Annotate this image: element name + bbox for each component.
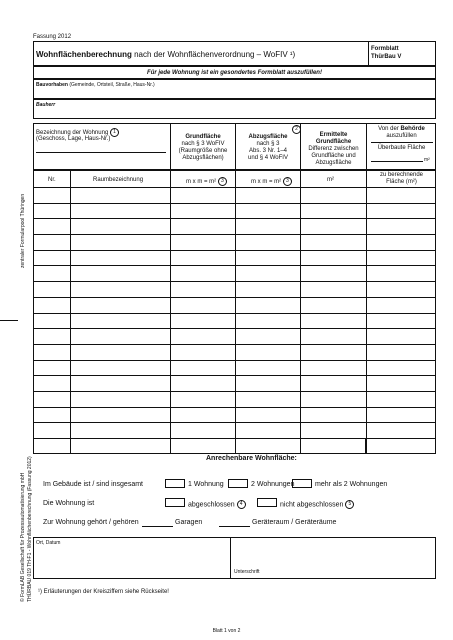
table-row[interactable] bbox=[33, 407, 436, 408]
two-units-checkbox[interactable] bbox=[228, 479, 248, 488]
table-row[interactable] bbox=[33, 391, 436, 392]
abgeschlossen-label: abgeschlossen 4 bbox=[188, 500, 246, 509]
table-row[interactable] bbox=[33, 234, 436, 235]
page-number: Blatt 1 von 2 bbox=[212, 628, 241, 634]
form-code-side-text: THÜRBAU 019 TH-F1 - Wohnflächenberechnung (Fassung 2012) bbox=[27, 456, 33, 602]
wohnung-label: Bezeichnung der Wohnung 1 bbox=[36, 128, 119, 137]
col-grundflaeche-formula: m x m = m² 3 bbox=[186, 177, 227, 186]
header-divider bbox=[368, 41, 369, 66]
table-row[interactable] bbox=[33, 265, 436, 266]
ueberbaute-unit: m² bbox=[424, 157, 430, 163]
nicht-abgeschlossen-label: nicht abgeschlossen 5 bbox=[280, 500, 354, 509]
col-ermittelt-unit: m² bbox=[327, 177, 334, 183]
ueberbaute-input-line[interactable] bbox=[371, 161, 423, 162]
marker-2-icon: 2 bbox=[292, 125, 301, 134]
zubehoer-label: Zur Wohnung gehört / gehören bbox=[43, 519, 139, 526]
formblatt-code: ThürBau V bbox=[371, 54, 402, 60]
bauherr-label: Bauherr bbox=[36, 102, 56, 108]
wohnung-input-line[interactable] bbox=[36, 152, 166, 153]
publisher-side-text: © FormLAB Gesellschaft für Prozessautomatisierung mbH bbox=[20, 472, 26, 602]
ermittelte-header: Ermittelte Grundfläche Differenz zwischen Grundfläche und Abzugsfläche bbox=[308, 132, 359, 166]
abgeschlossen-checkbox[interactable] bbox=[165, 498, 185, 507]
table-row[interactable] bbox=[33, 313, 436, 314]
table-row[interactable] bbox=[33, 281, 436, 282]
nicht-abgeschlossen-checkbox[interactable] bbox=[257, 498, 277, 507]
notice-text: Für jede Wohnung ist ein gesondertes Formblatt auszufüllen! bbox=[147, 70, 322, 76]
table-row[interactable] bbox=[33, 422, 436, 423]
ueberbaute-label: Überbaute Fläche bbox=[377, 145, 426, 151]
bauherr-field[interactable] bbox=[33, 99, 436, 119]
bauvorhaben-label: Bauvorhaben (Gemeinde, Ortsteil, Straße, Haus-Nr.) bbox=[36, 82, 155, 88]
two-units-label: 2 Wohnungen bbox=[251, 481, 295, 488]
fold-mark bbox=[0, 320, 18, 321]
wohnung-hint: (Geschoss, Lage, Haus-Nr.) bbox=[36, 136, 111, 142]
many-units-checkbox[interactable] bbox=[292, 479, 312, 488]
abzugsflaeche-header: Abzugsfläche nach § 3 Abs. 3 Nr. 1–4 und § 4 WoFIV bbox=[248, 134, 288, 161]
garagen-count-field[interactable] bbox=[142, 526, 173, 527]
formularpool-side-text: zentraler Formularpool Thüringen bbox=[20, 193, 26, 268]
behoerde-header: Von der Behörde auszufüllen bbox=[378, 126, 425, 139]
gebaeude-label: Im Gebäude ist / sind insgesamt bbox=[43, 481, 143, 488]
total-cell[interactable] bbox=[300, 438, 366, 454]
garagen-label: Garagen bbox=[175, 519, 203, 526]
footnote: ¹) Erläuterungen der Kreisziffern siehe Rückseite! bbox=[38, 589, 169, 595]
col-nr-header: Nr. bbox=[48, 177, 56, 183]
marker-5-icon: 5 bbox=[345, 500, 354, 509]
table-row[interactable] bbox=[33, 203, 436, 204]
many-units-label: mehr als 2 Wohnungen bbox=[315, 481, 388, 488]
geraeteraum-label: Geräteraum / Geräteräume bbox=[252, 519, 337, 526]
one-unit-checkbox[interactable] bbox=[165, 479, 185, 488]
geraeteraum-count-field[interactable] bbox=[219, 526, 250, 527]
marker-4-icon: 4 bbox=[237, 500, 246, 509]
grundflaeche-header: Grundfläche nach § 3 WoFIV (Raumgröße ohne Abzugsflächen) bbox=[178, 134, 228, 161]
table-row[interactable] bbox=[33, 187, 436, 188]
marker-1-icon: 1 bbox=[110, 128, 119, 137]
col-raum-header: Raumbezeichnung bbox=[93, 177, 144, 183]
ort-datum-label: Ort, Datum bbox=[36, 540, 61, 546]
table-row[interactable] bbox=[33, 218, 436, 219]
table-row[interactable] bbox=[33, 344, 436, 345]
table-row[interactable] bbox=[33, 375, 436, 376]
page-title: Wohnflächenberechnung nach der Wohnflächenverordnung – WoFIV ¹) bbox=[36, 50, 296, 59]
table-row[interactable] bbox=[33, 328, 436, 329]
formblatt-label: Formblatt bbox=[371, 46, 399, 52]
anrechenbar-label: Anrechenbare Wohnfläche: bbox=[206, 455, 297, 462]
marker-3-icon: 3 bbox=[218, 177, 227, 186]
fassung-label: Fassung 2012 bbox=[33, 34, 72, 40]
table-row[interactable] bbox=[33, 297, 436, 298]
one-unit-label: 1 Wohnung bbox=[188, 481, 224, 488]
table-row[interactable] bbox=[33, 250, 436, 251]
unterschrift-label: Unterschrift bbox=[234, 569, 260, 575]
total-cell-behoerde[interactable] bbox=[366, 438, 436, 454]
wohnung-ist-label: Die Wohnung ist bbox=[43, 500, 95, 507]
behoerde-divider bbox=[371, 142, 433, 143]
marker-3-icon: 3 bbox=[283, 177, 292, 186]
col-behoerde-header: zu berechnende Fläche (m²) bbox=[379, 172, 424, 185]
table-row[interactable] bbox=[33, 360, 436, 361]
col-abzug-formula: m x m = m² 3 bbox=[251, 177, 292, 186]
signature-divider bbox=[230, 537, 231, 579]
